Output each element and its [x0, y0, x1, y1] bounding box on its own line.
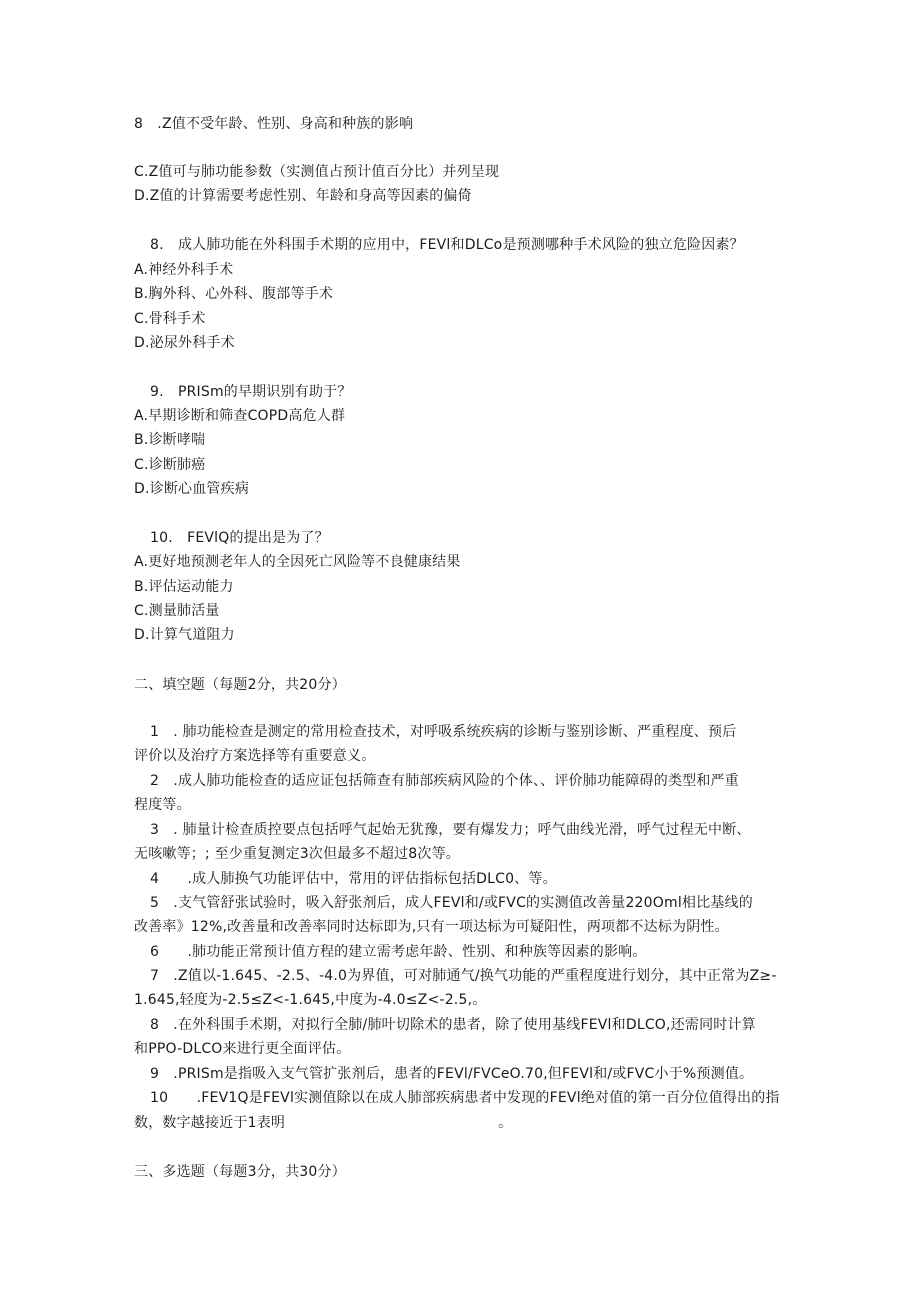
question-stem: 9. PRISm的早期识别有助于？: [150, 384, 352, 400]
fill-item-9: 9 .PRISm是指吸入支气管扩张剂后，患者的FEVl/FVCeO.70,但FEVl和/或FVC小于%预测值。: [150, 1066, 754, 1082]
question-option: C.骨科手术: [134, 311, 206, 327]
question-option: B.胸外科、心外科、腹部等手术: [134, 286, 334, 302]
fill-item-7-line1: 7 .Z值以-1.645、-2.5、-4.0为界值，可对肺通气/换气功能的严重程度进行划分，其中正常为Z≥-: [150, 968, 777, 984]
fill-item-2-line2: 程度等。: [134, 797, 191, 813]
fill-item-5-line1: 5 .支气管舒张试验时，吸入舒张剂后，成人FEVl和/或FVC的实测值改善量220Oml相比基线的: [150, 895, 753, 911]
question-option: A.神经外科手术: [134, 262, 234, 278]
section-title: 二、填空题（每题2分，共20分）: [134, 677, 346, 693]
fill-item-1-line1: 1 . 肺功能检查是测定的常用检查技术，对呼吸系统疾病的诊断与鉴别诊断、严重程度、预后: [150, 724, 737, 740]
q7-option-c: C.Z值可与肺功能参数（实测值占预计值百分比）并列呈现: [134, 164, 500, 180]
fill-item-8-line2: 和PPO-DLCO来进行更全面评估。: [134, 1041, 351, 1057]
question-option: A.早期诊断和筛查COPD高危人群: [134, 408, 346, 424]
question-stem: 10. FEVlQ的提出是为了？: [150, 530, 329, 546]
question-option: B.诊断哮喘: [134, 432, 206, 448]
question-option: D.泌尿外科手术: [134, 335, 235, 351]
section-title: 三、多选题（每题3分，共30分）: [134, 1164, 346, 1180]
fill-item-2-line1: 2 .成人肺功能检查的适应证包括筛查有肺部疾病风险的个体、、评价肺功能障碍的类型和严重: [150, 773, 739, 789]
question-option: B.评估运动能力: [134, 579, 234, 595]
q7-option-d: D.Z值的计算需要考虑性别、年龄和身高等因素的偏倚: [134, 188, 472, 204]
question-option: C.测量肺活量: [134, 603, 220, 619]
question-option: C.诊断肺癌: [134, 457, 206, 473]
fill-item-8-line1: 8 .在外科围手术期，对拟行全肺/肺叶切除术的患者，除了使用基线FEVl和DLCO,还需同时计算: [150, 1017, 756, 1033]
fill-item-10-line2: 数，数字越接近于1表明 。: [134, 1115, 513, 1131]
fill-item-4: 4 .成人肺换气功能评估中，常用的评估指标包括DLC0、等。: [150, 871, 557, 887]
question-stem: 8. 成人肺功能在外科围手术期的应用中，FEVl和DLCo是预测哪种手术风险的独立危险因素？: [150, 237, 744, 253]
question-option: D.诊断心血管疾病: [134, 481, 250, 497]
fill-item-1-line2: 评价以及治疗方案选择等有重要意义。: [134, 748, 376, 764]
fill-item-7-line2: 1.645,轻度为-2.5≤Z<-1.645,中度为-4.0≤Z<-2.5,。: [134, 992, 487, 1008]
fill-item-6: 6 .肺功能正常预计值方程的建立需考虑年龄、性别、和种族等因素的影响。: [150, 944, 647, 960]
q7-option-b: 8 .Z值不受年龄、性别、身高和种族的影响: [134, 116, 414, 132]
question-option: D.计算气道阻力: [134, 627, 235, 643]
fill-item-5-line2: 改善率》12%,改善量和改善率同时达标即为,只有一项达标为可疑阳性，两项都不达标为阴性。: [134, 919, 729, 935]
fill-item-3-line1: 3 . 肺量计检查质控要点包括呼气起始无犹豫，要有爆发力；呼气曲线光滑，呼气过程无中断、: [150, 822, 751, 838]
question-option: A.更好地预测老年人的全因死亡风险等不良健康结果: [134, 554, 461, 570]
fill-item-3-line2: 无咳嗽等；; 至少重复测定3次但最多不超过8次等。: [134, 846, 460, 862]
fill-item-10-line1: 10 .FEV1Q是FEVl实测值除以在成人肺部疾病患者中发现的FEVl绝对值的第一百分位值得出的指: [150, 1090, 780, 1106]
